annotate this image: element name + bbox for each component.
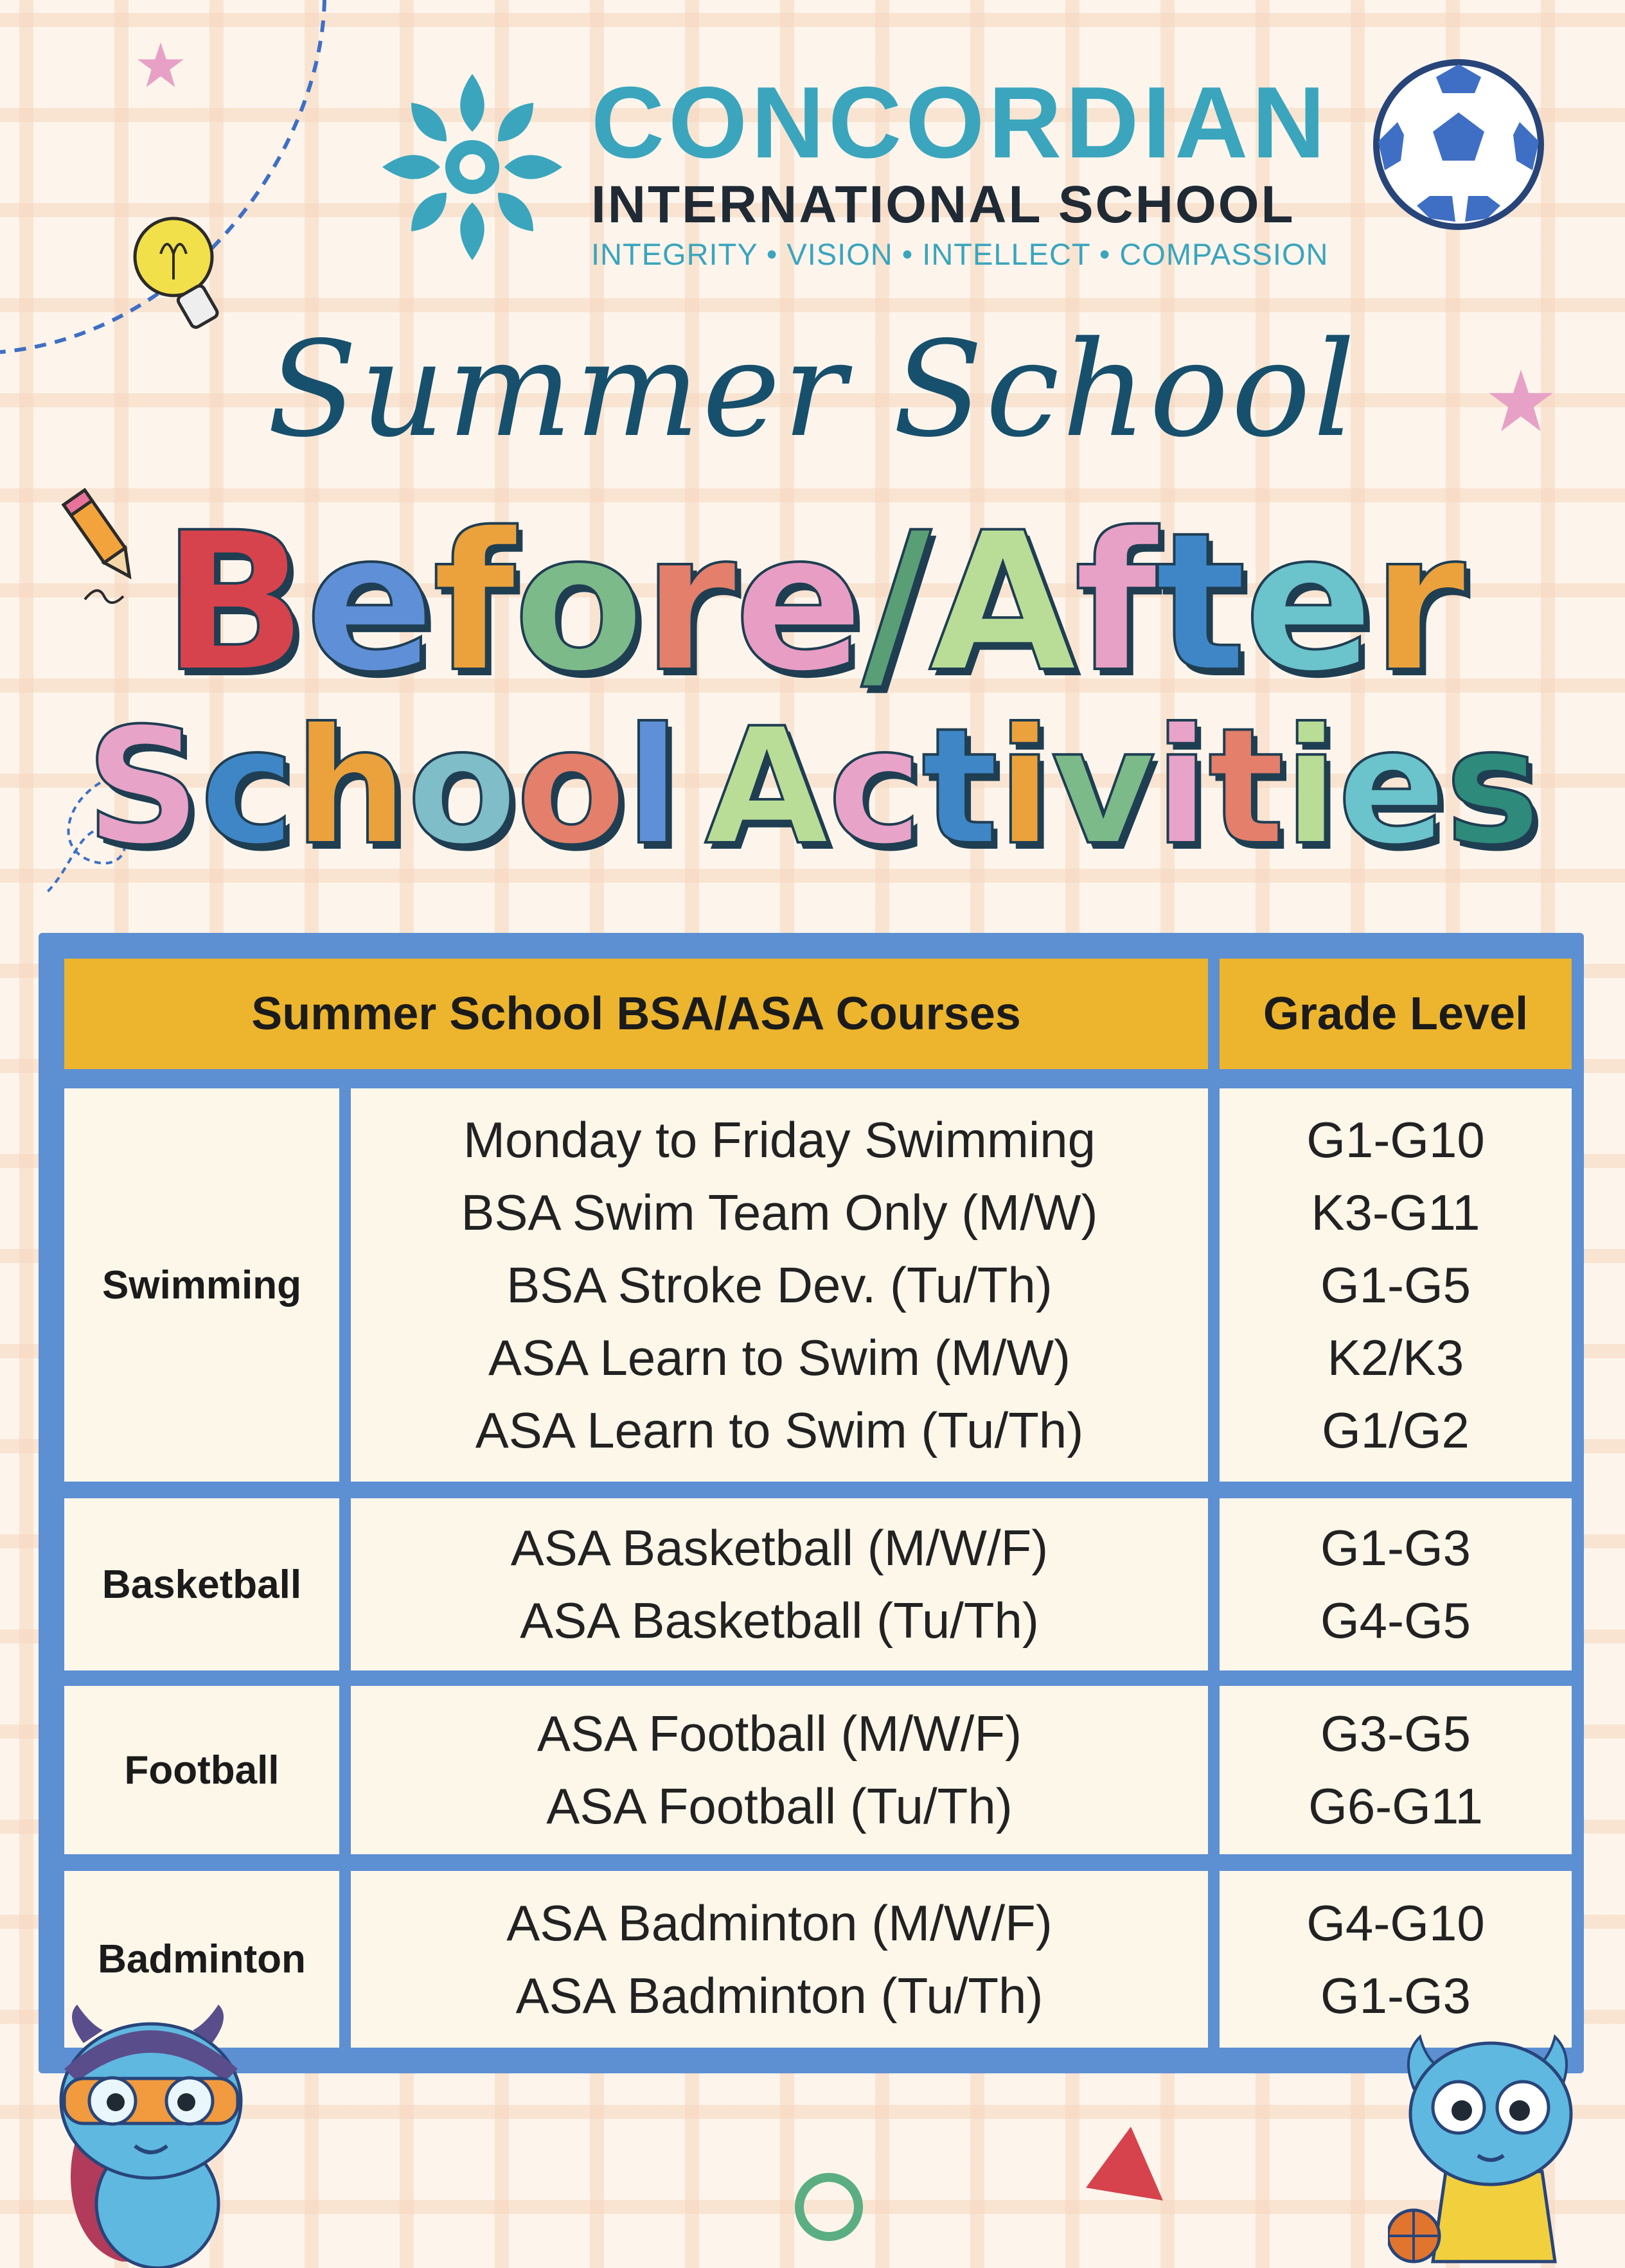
title-letter: A <box>928 492 1075 714</box>
brand-subtitle: INTERNATIONAL SCHOOL <box>591 175 1295 234</box>
course-item: BSA Stroke Dev. (Tu/Th) <box>506 1256 1052 1313</box>
grade-item: G1/G2 <box>1322 1401 1470 1458</box>
triangle-icon <box>1083 2123 1166 2204</box>
title-letter: e <box>305 492 433 714</box>
title-letter: t <box>1155 492 1245 714</box>
dragon-mascot-basketball <box>1388 2017 1594 2268</box>
title-letter: r <box>1371 492 1464 714</box>
title-letter: i <box>997 693 1051 880</box>
courses-swimming <box>351 1088 1208 1482</box>
table-header-grade: Grade Level <box>1220 959 1572 1069</box>
course-item: ASA Basketball (Tu/Th) <box>520 1592 1039 1649</box>
course-item: ASA Learn to Swim (Tu/Th) <box>475 1401 1084 1458</box>
school-tagline: INTEGRITY • VISION • INTELLECT • COMPASSION <box>591 237 1329 271</box>
title-letter: i <box>1154 693 1209 880</box>
course-item: ASA Football (M/W/F) <box>537 1705 1022 1762</box>
title-letter: f <box>432 492 513 714</box>
course-item: ASA Basketball (M/W/F) <box>510 1519 1049 1576</box>
brand-name: CONCORDIAN <box>591 66 1329 179</box>
course-item: BSA Swim Team Only (M/W) <box>461 1183 1098 1241</box>
category-swimming: Swimming <box>64 1088 339 1482</box>
courses-basketball <box>351 1498 1208 1670</box>
title-before-after <box>0 492 1625 714</box>
grade-item: G3-G5 <box>1320 1705 1471 1762</box>
category-football: Football <box>64 1686 339 1854</box>
table-header-courses: Summer School BSA/ASA Courses <box>64 959 1208 1069</box>
grade-item: G4-G10 <box>1306 1894 1485 1951</box>
course-item: Monday to Friday Swimming <box>463 1111 1096 1168</box>
light-bulb-icon <box>129 206 231 341</box>
title-letter: c <box>828 693 922 880</box>
grades-basketball <box>1220 1498 1572 1670</box>
grade-item: G1-G10 <box>1306 1111 1485 1168</box>
course-item: ASA Football (Tu/Th) <box>546 1778 1013 1834</box>
title-letter: r <box>642 492 734 714</box>
title-letter: e <box>734 492 862 714</box>
title-letter: o <box>516 693 625 880</box>
grade-item: G1-G5 <box>1320 1256 1471 1313</box>
title-school-activities <box>0 693 1625 880</box>
title-letter: / <box>861 492 929 714</box>
title-letter: B <box>161 492 305 714</box>
grades-football <box>1220 1686 1572 1854</box>
soccer-ball-icon <box>1372 58 1545 231</box>
title-letter: s <box>1445 693 1540 880</box>
ring-icon <box>790 2168 867 2246</box>
title-letter: i <box>1283 693 1338 880</box>
title-letter: h <box>294 693 407 880</box>
title-letter: v <box>1051 693 1155 880</box>
title-letter: c <box>200 693 294 880</box>
courses-badminton <box>351 1871 1208 2048</box>
grades-swimming <box>1220 1088 1572 1482</box>
course-item: ASA Learn to Swim (M/W) <box>488 1329 1070 1386</box>
title-letter: e <box>1244 492 1372 714</box>
title-letter: S <box>85 693 200 880</box>
grade-item: G6-G11 <box>1308 1778 1483 1834</box>
course-item: ASA Badminton (Tu/Th) <box>515 1967 1043 2024</box>
title-letter: f <box>1074 492 1155 714</box>
courses-table <box>39 933 1584 2073</box>
grade-item: G4-G5 <box>1320 1592 1471 1649</box>
course-item: ASA Badminton (M/W/F) <box>506 1894 1052 1951</box>
star-icon <box>135 40 186 91</box>
school-emblem-icon <box>379 71 565 263</box>
title-letter <box>679 707 705 867</box>
grade-item: G1-G3 <box>1320 1967 1471 2024</box>
category-basketball: Basketball <box>64 1498 339 1670</box>
title-letter: o <box>513 492 643 714</box>
grade-item: K3-G11 <box>1311 1183 1480 1241</box>
grade-item: K2/K3 <box>1327 1329 1464 1386</box>
title-letter: o <box>407 693 517 880</box>
title-letter: A <box>704 693 828 880</box>
courses-football <box>351 1686 1208 1854</box>
title-letter: l <box>625 693 679 880</box>
category-badminton: Badminton <box>64 1871 339 2048</box>
title-letter: t <box>921 693 997 880</box>
script-title: Summer School <box>267 314 1358 466</box>
title-letter: e <box>1337 693 1446 880</box>
grade-item: G1-G3 <box>1320 1519 1471 1576</box>
title-letter: t <box>1208 693 1284 880</box>
dragon-mascot-goggles <box>45 1992 257 2268</box>
